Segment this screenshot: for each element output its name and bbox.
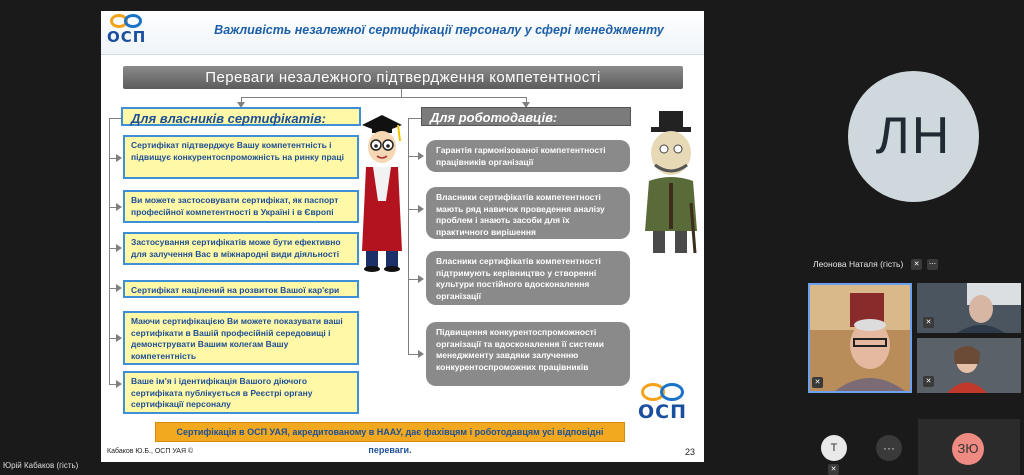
shared-slide xyxy=(101,11,704,462)
mic-muted-icon: ✕ xyxy=(923,376,934,387)
arrow-icon xyxy=(418,275,424,283)
slide-footer-author: Кабаков Ю.Б., ОСП УАЯ © xyxy=(107,448,194,455)
participant-name-label: Леонова Наталя (гість) xyxy=(813,259,904,269)
owners-item: Сертифікат націлений на розвиток Вашої кар'єри xyxy=(123,280,359,298)
owners-item: Сертифікат підтверджує Вашу компетентність і підвищує конкурентоспроможність на ринку праці xyxy=(123,135,359,179)
owners-item: Маючи сертифікацією Ви можете показувати ваші сертифікати в Вашій професійній середовищі і демонструвати Вашим колегам Вашу компетентність xyxy=(123,311,359,365)
connector xyxy=(109,118,121,119)
connector xyxy=(401,89,402,97)
participant-video-2[interactable] xyxy=(917,283,1021,333)
connector xyxy=(408,118,409,354)
participant-video-presenter[interactable] xyxy=(808,283,912,393)
mic-muted-icon: ✕ xyxy=(911,259,922,270)
owners-item: Застосування сертифікатів може бути ефективно для залучення Вас в міжнародні види діяльності xyxy=(123,232,359,265)
osp-logo-bottom: ОСП xyxy=(638,383,687,423)
connector xyxy=(109,158,117,159)
connector xyxy=(109,288,117,289)
connector xyxy=(109,207,117,208)
connector xyxy=(241,97,527,98)
employer-caricature xyxy=(641,103,701,263)
more-options-icon[interactable]: ⋯ xyxy=(929,261,936,268)
employers-item: Підвищення конкурентоспроможності організації та вдосконалення її системи менеджменту завдяки залученню конкурентоспроможних працівників xyxy=(426,322,630,386)
presenter-name-label: Юрій Кабаков (гість) xyxy=(3,461,79,470)
participant-avatar[interactable]: ЛН xyxy=(848,71,979,202)
mic-muted-icon: ✕ xyxy=(828,464,839,475)
participant-zyu-avatar[interactable]: ЗЮ xyxy=(952,433,984,465)
connector xyxy=(109,338,117,339)
slide-page-number: 23 xyxy=(685,447,696,457)
slide-banner: Переваги незалежного підтвердження компетентності xyxy=(123,66,683,89)
mic-muted-icon: ✕ xyxy=(923,317,934,328)
graduate-figure xyxy=(358,111,406,273)
employers-item: Власники сертифікатів компетентності мають ряд навичок проведення аналізу проблем і знають засоби для їх практичного вирішення xyxy=(426,187,630,239)
arrow-icon xyxy=(418,350,424,358)
slide-footer-bar: Сертифікація в ОСП УАЯ, акредитованому в НААУ, дає фахівцям і роботодавцям усі відповідні переваги. xyxy=(155,422,625,442)
employers-heading: Для роботодавців: xyxy=(421,107,631,126)
more-participants-button[interactable]: ··· xyxy=(876,435,902,461)
connector xyxy=(109,248,117,249)
employers-item: Власники сертифікатів компетентності підтримують керівництво у створенні культури постійного вдосконалення організації xyxy=(426,251,630,305)
employers-item: Гарантія гармонізованої компетентності працівників організації xyxy=(426,140,630,172)
owners-item: Ваше ім'я і ідентифікація Вашого діючого сертифіката публікується в Реєстрі органу сертифікації персоналу xyxy=(123,371,359,414)
osp-logo: ОСП xyxy=(107,14,146,46)
slide-title: Важливість незалежної сертифікації персоналу у сфері менеджменту xyxy=(214,23,664,37)
arrow-icon xyxy=(418,205,424,213)
mic-muted-icon: ✕ xyxy=(812,377,823,388)
connector xyxy=(408,118,421,119)
owners-item: Ви можете застосовувати сертифікат, як паспорт професійної компетентності в Україні і в Європі xyxy=(123,190,359,223)
participant-t-avatar[interactable]: Т xyxy=(821,435,847,461)
connector xyxy=(109,384,117,385)
owners-heading: Для власників сертифікатів: xyxy=(121,107,361,126)
participant-video-3[interactable] xyxy=(917,338,1021,393)
arrow-icon xyxy=(418,152,424,160)
slide-header xyxy=(101,11,704,55)
